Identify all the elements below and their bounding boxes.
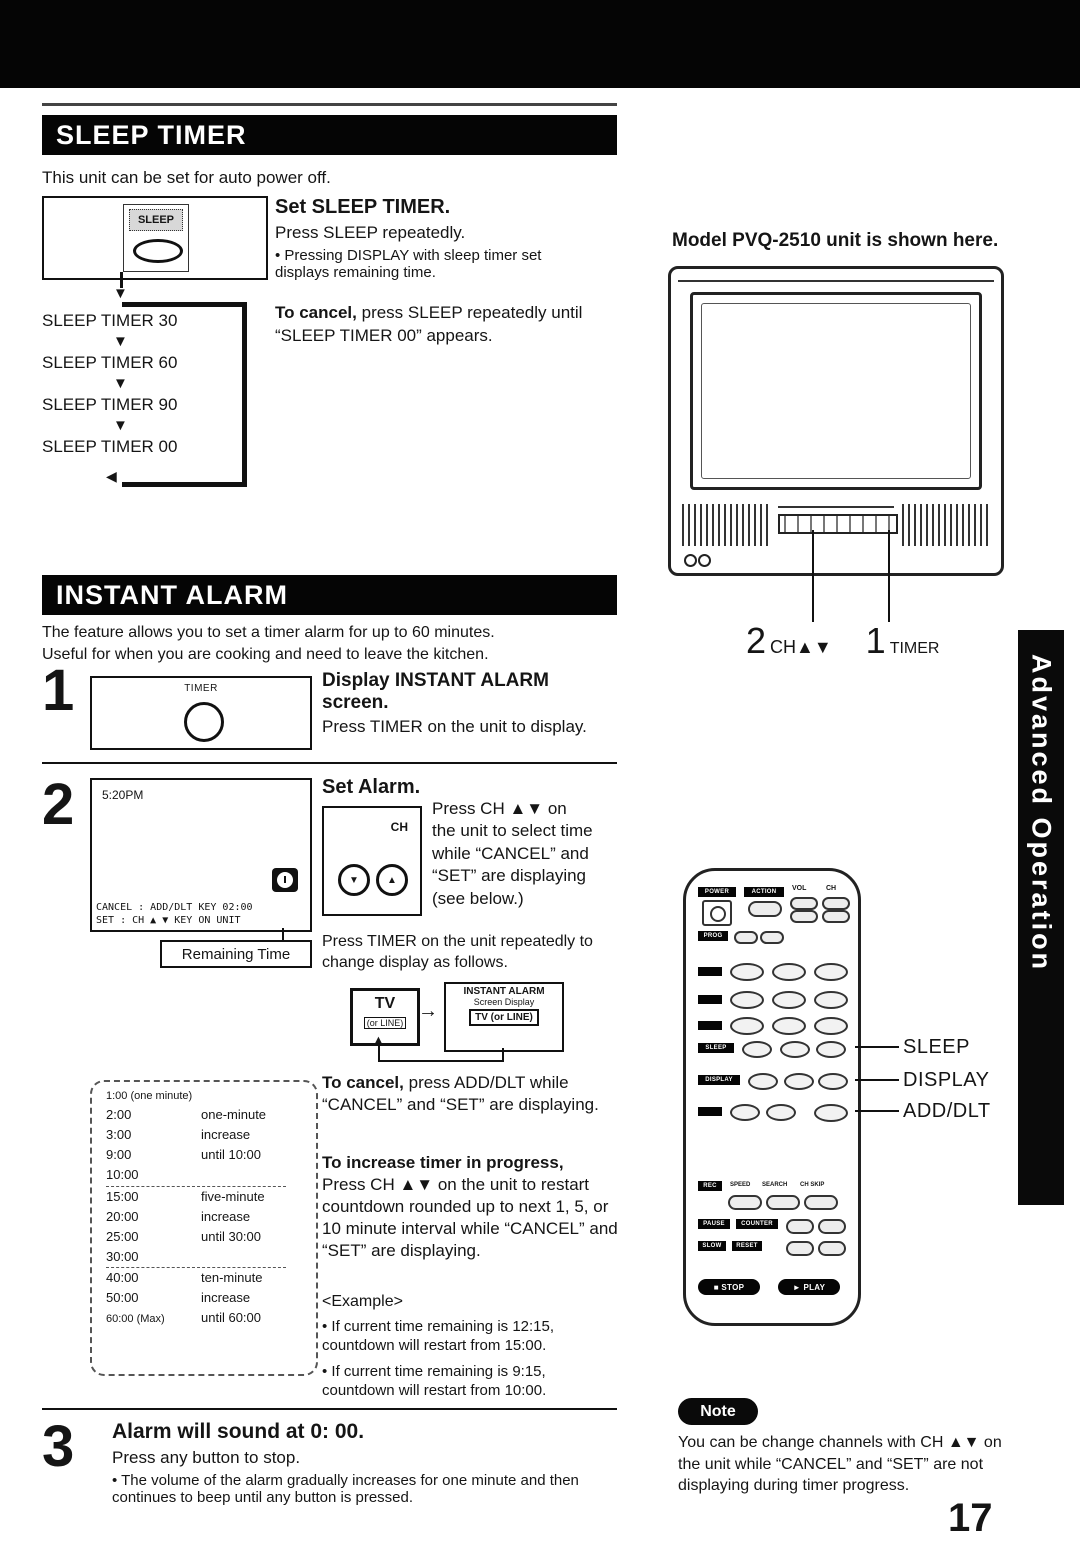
remote-row2-strip: [698, 995, 722, 1004]
side-tab-label: Advanced Operation: [1026, 654, 1057, 973]
side-tab: [1018, 630, 1064, 1205]
set-alarm-line5: (see below.): [432, 888, 524, 908]
remote-reset-text: RESET: [736, 1243, 758, 1249]
remote-rec-text: REC: [703, 1183, 717, 1189]
sleep-button-icon: [742, 1041, 772, 1058]
remaining-time-stem: [282, 928, 284, 940]
remote-illustration: [683, 868, 861, 1326]
remote-counter-text: COUNTER: [741, 1221, 773, 1227]
unit-knob-2-icon: [698, 554, 711, 567]
set-alarm-text-block: [432, 798, 593, 910]
timeline-tick: 15:00: [106, 1188, 139, 1204]
remote-row1-btn2-icon: [772, 963, 806, 981]
pause-button-icon: [786, 1219, 814, 1234]
timer-button-label: TIMER: [184, 683, 218, 694]
unit-timer-label: TIMER: [889, 640, 940, 657]
step3-block: [112, 1420, 612, 1506]
stop-button: [698, 1279, 760, 1295]
remote-row2-btn2-icon: [772, 991, 806, 1009]
sleep-cancel-bold: To cancel,: [275, 303, 357, 322]
timeline-tick: 25:00: [106, 1228, 139, 1244]
top-black-bar: [0, 0, 1080, 88]
speaker-grille-right: [902, 504, 990, 546]
increase-timer-block: [322, 1152, 622, 1262]
note-text: You can be change channels with CH ▲▼ on the unit while “CANCEL” and “SET” are not displaying during timer progress.: [678, 1434, 1002, 1495]
timer-button-circle-icon: [184, 702, 224, 742]
display-callout-label: DISPLAY: [903, 1069, 990, 1091]
timeline-tick: 2:00: [106, 1107, 132, 1123]
remote-pause-text: PAUSE: [703, 1221, 725, 1227]
timeline-tick: 30:00: [106, 1249, 139, 1265]
timeline-label: increase: [201, 1290, 251, 1306]
sleep-callout-line: [855, 1046, 899, 1048]
sleep-button-oval-icon: [133, 239, 183, 263]
remote-row3-btn1-icon: [730, 1017, 764, 1035]
prog-button-2-icon: [760, 931, 784, 944]
remote-pause-label: [698, 1219, 730, 1229]
unit-timer-number: 1: [865, 620, 886, 661]
flow-item: SLEEP TIMER 00: [42, 436, 181, 458]
unit-control-strip: [778, 514, 898, 534]
tv-screen: [690, 292, 982, 490]
remote-prog-label: [698, 931, 728, 941]
sleep-callout-label: SLEEP: [903, 1036, 970, 1058]
increase-timer-heading: To increase timer in progress,: [322, 1153, 564, 1172]
set-alarm-line3: while “CANCEL” and: [432, 843, 589, 863]
prog-button-1-icon: [734, 931, 758, 944]
vol-down-button-icon: [790, 910, 818, 923]
reset-button-icon: [818, 1241, 846, 1256]
timeline-label: until 30:00: [201, 1228, 261, 1244]
alarm-cancel-rest: press ADD/DLT while “CANCEL” and “SET” are displaying.: [322, 1073, 599, 1115]
unit-ch-label: CH▲▼: [770, 637, 832, 657]
timeline-label: ten-minute: [201, 1270, 263, 1286]
adddlt-callout-label: ADD/DLT: [903, 1100, 991, 1122]
remote-sleep-strip: [698, 1043, 734, 1053]
unit-ch-number: 2: [746, 620, 767, 661]
ch-callout-stem: [812, 530, 814, 622]
display-callout-line: [855, 1079, 899, 1081]
instant-alarm-box: [444, 982, 564, 1052]
tv-unit-illustration: [668, 266, 1004, 576]
flow-item: SLEEP TIMER 90: [42, 394, 181, 416]
alarm-screen-illustration: [90, 778, 312, 932]
set-sleep-timer-block: [275, 196, 617, 281]
play-button: [778, 1279, 840, 1295]
remote-displayrow-btn3-icon: [818, 1073, 848, 1090]
example-heading: <Example>: [322, 1293, 403, 1310]
remote-row1-btn3-icon: [814, 963, 848, 981]
remaining-time-text: Remaining Time: [181, 945, 291, 963]
step1-text-block: [322, 670, 622, 737]
remote-row3-strip: [698, 1021, 722, 1030]
cycle-arrow-right-icon: →: [418, 1000, 438, 1022]
step1-heading-line2: screen.: [322, 692, 389, 713]
timeline-label: increase: [201, 1127, 251, 1143]
remote-row3-btn3-icon: [814, 1017, 848, 1035]
remote-displayrow-btn2-icon: [784, 1073, 814, 1090]
set-alarm-line2: the unit to select time: [432, 821, 593, 841]
note-badge: [678, 1398, 758, 1425]
example-block: [322, 1292, 622, 1401]
screen-status-lines: [96, 901, 253, 927]
set-alarm-heading: Set Alarm.: [322, 776, 421, 798]
screen-line-set: SET : CH ▲ ▼ KEY ON UNIT: [96, 915, 241, 926]
sleep-button-label: SLEEP: [129, 209, 183, 231]
sleep-timer-header: [42, 115, 617, 155]
remote-action-label: [744, 887, 784, 897]
step3-bullet: • The volume of the alarm gradually increases for one minute and then continues to beep until any button is pressed.: [112, 1472, 579, 1506]
counter-button-icon: [818, 1219, 846, 1234]
adddlt-button-icon: [814, 1104, 848, 1122]
step1-number: 1: [42, 658, 75, 723]
remote-ch-label: CH: [826, 885, 837, 892]
step3-text: Press any button to stop.: [112, 1448, 301, 1467]
unit-button-callouts: [746, 620, 939, 662]
speaker-grille-left: [682, 504, 770, 546]
sleep-cancel-rest: press SLEEP repeatedly until “SLEEP TIMER 00” appears.: [275, 303, 583, 345]
remote-power-label: [698, 887, 736, 897]
timeline-tick: 20:00: [106, 1208, 139, 1224]
timeline-label: five-minute: [201, 1188, 265, 1204]
timeline-label: one-minute: [201, 1107, 267, 1123]
alarm-cancel-text: [322, 1072, 612, 1117]
timeline-label: until 10:00: [201, 1147, 261, 1163]
countdown-timeline: [90, 1080, 318, 1376]
sleep-button-illustration: [42, 196, 268, 280]
timer-repeat-text: Press TIMER on the unit repeatedly to change display as follows.: [322, 933, 593, 971]
instant-alarm-header-label: INSTANT ALARM: [56, 579, 288, 610]
step1-heading-line1: Display INSTANT ALARM: [322, 670, 549, 691]
cycle-return-arrow-icon: ▲: [373, 1034, 384, 1046]
alarm-intro-line2: Useful for when you are cooking and need to leave the kitchen.: [42, 645, 489, 663]
sleep-intro: This unit can be set for auto power off.: [42, 168, 331, 187]
flow-item: SLEEP TIMER 30: [42, 310, 181, 332]
ch-label: CH: [390, 820, 408, 834]
step3-number: 3: [42, 1414, 75, 1479]
remaining-time-label: [160, 940, 312, 968]
remote-sleeprow-btn2-icon: [780, 1041, 810, 1058]
action-button-icon: [748, 901, 782, 917]
remote-adddltrow-btn2-icon: [766, 1104, 796, 1121]
timeline-tick: 60:00 (Max): [106, 1313, 165, 1326]
page-number: 17: [948, 1496, 993, 1540]
step2-number: 2: [42, 772, 75, 837]
alarm-intro-line1: The feature allows you to set a timer alarm for up to 60 minutes.: [42, 624, 495, 641]
chskip-button-icon: [804, 1195, 838, 1210]
speed-button-icon: [728, 1195, 762, 1210]
ch-up-button-icon: ▲: [376, 864, 408, 896]
ch-down-button-icon: [822, 910, 850, 923]
sleep-cancel-text: [275, 302, 615, 348]
flow-item: SLEEP TIMER 60: [42, 352, 181, 374]
remote-slow-text: SLOW: [702, 1243, 722, 1249]
remote-row2-btn1-icon: [730, 991, 764, 1009]
cassette-door-line: [778, 506, 894, 508]
timeline-tick: 1:00 (one minute): [106, 1090, 193, 1102]
tv-box: [350, 988, 420, 1046]
timeline-tick: 3:00: [106, 1127, 132, 1143]
flow-arrow-1-icon: ▼: [113, 333, 128, 350]
screen-line-cancel: CANCEL : ADD/DLT KEY 02:00: [96, 902, 253, 913]
display-cycle-diagram: [340, 982, 610, 1070]
remote-adddltrow-btn1-icon: [730, 1104, 760, 1121]
note-badge-label: Note: [700, 1402, 736, 1420]
example-bullet-1: • If current time remaining is 12:15, countdown will restart from 15:00.: [322, 1317, 555, 1355]
example-bullet-2: • If current time remaining is 9:15, countdown will restart from 10:00.: [322, 1362, 547, 1400]
remote-chskip-label: CH SKIP: [800, 1182, 825, 1188]
remote-counter-label: [736, 1219, 778, 1229]
search-button-icon: [766, 1195, 800, 1210]
step3-heading: Alarm will sound at 0: 00.: [112, 1420, 365, 1443]
remote-sleeprow-btn3-icon: [816, 1041, 846, 1058]
timeline-tick: 40:00: [106, 1270, 139, 1286]
timeline-label: until 60:00: [201, 1310, 261, 1326]
timeline-label: increase: [201, 1208, 251, 1224]
remote-row2-btn3-icon: [814, 991, 848, 1009]
flow-arrow-3-icon: ▼: [113, 417, 128, 434]
timeline-tick: 50:00: [106, 1290, 139, 1306]
set-alarm-line1: Press CH ▲▼ on: [432, 799, 567, 818]
cycle-return-v2: [378, 1046, 380, 1062]
power-button-icon: [702, 900, 732, 926]
tv-top-trim: [678, 280, 994, 282]
remote-action-text: ACTION: [751, 889, 777, 895]
remote-search-label: SEARCH: [762, 1182, 788, 1188]
slow-button-icon: [786, 1241, 814, 1256]
clock-icon: [272, 868, 298, 892]
remote-row1-strip: [698, 967, 722, 976]
screen-clock-time: 5:20PM: [102, 788, 144, 802]
remote-adddlt-strip: [698, 1107, 722, 1116]
sleep-button-panel: [123, 204, 189, 272]
stop-button-text: ■ STOP: [713, 1282, 745, 1292]
remote-display-strip: [698, 1075, 740, 1085]
instant-alarm-box-line2: Screen Display: [473, 997, 535, 1007]
left-column-rule: [42, 103, 617, 106]
remote-row1-btn1-icon: [730, 963, 764, 981]
tv-box-subline: (or LINE): [364, 1017, 407, 1029]
remote-slow-label: [698, 1241, 726, 1251]
adddlt-callout-line: [855, 1110, 899, 1112]
remote-reset-label: [732, 1241, 762, 1251]
divider-step3: [42, 1408, 617, 1410]
flow-arrow-0-icon: ▼: [113, 285, 128, 302]
step1-text: Press TIMER on the unit to display.: [322, 717, 587, 736]
vol-up-button-icon: [790, 897, 818, 910]
alarm-cancel-bold: To cancel,: [322, 1073, 404, 1092]
remote-vol-label: VOL: [792, 885, 807, 892]
model-caption: Model PVQ-2510 unit is shown here.: [672, 230, 999, 251]
timer-callout-stem: [888, 530, 890, 622]
timer-button-illustration: [90, 676, 312, 750]
divider-step1-step2: [42, 762, 617, 764]
flow-loop-arrow-icon: ◀: [106, 468, 117, 484]
sleep-flow-diagram: [42, 272, 252, 497]
instant-alarm-box-line3: TV (or LINE): [469, 1009, 539, 1026]
remote-display-text: DISPLAY: [705, 1077, 733, 1083]
unit-knob-1-icon: [684, 554, 697, 567]
play-button-text: ► PLAY: [792, 1282, 826, 1292]
tv-box-label: TV: [374, 995, 396, 1012]
ch-up-button-icon: [822, 897, 850, 910]
display-button-icon: [748, 1073, 778, 1090]
ch-buttons-illustration: [322, 806, 422, 916]
timeline-tick: 10:00: [106, 1167, 139, 1183]
set-alarm-line4: “SET” are displaying: [432, 866, 587, 886]
set-sleep-bullet: • Pressing DISPLAY with sleep timer set displays remaining time.: [275, 247, 542, 281]
remote-prog-text: PROG: [703, 933, 723, 939]
instant-alarm-header: [42, 575, 617, 615]
increase-timer-text: Press CH ▲▼ on the unit to restart countdown rounded up to next 1, 5, or 10 minute interval while “CANCEL” and “SET” are displaying.: [322, 1175, 618, 1261]
sleep-timer-header-label: SLEEP TIMER: [56, 119, 247, 150]
remote-speed-label: SPEED: [730, 1182, 751, 1188]
set-sleep-line: Press SLEEP repeatedly.: [275, 223, 466, 242]
cycle-return-h: [378, 1060, 504, 1062]
remote-rec-label: [698, 1181, 722, 1191]
instant-alarm-box-line1: INSTANT ALARM: [463, 986, 545, 997]
remote-row3-btn2-icon: [772, 1017, 806, 1035]
instant-alarm-intro: [42, 622, 495, 665]
timeline-tick: 9:00: [106, 1147, 132, 1163]
set-sleep-heading: Set SLEEP TIMER.: [275, 196, 451, 218]
remote-power-text: POWER: [704, 889, 730, 895]
flow-arrow-2-icon: ▼: [113, 375, 128, 392]
remote-sleep-text: SLEEP: [705, 1045, 727, 1051]
ch-down-button-icon: ▼: [338, 864, 370, 896]
